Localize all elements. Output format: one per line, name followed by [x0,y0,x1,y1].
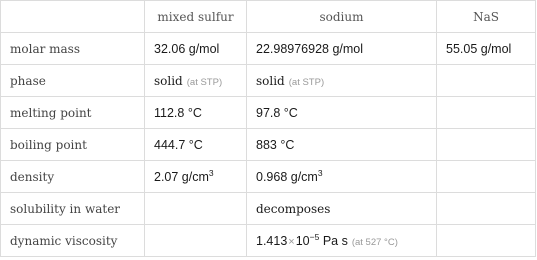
cell-text: 883 °C [256,137,295,152]
cell-value [247,33,437,65]
times-sign: × [288,235,295,248]
condition-note: (at STP) [288,76,325,88]
cell-text: solid [154,73,183,88]
header-sodium: sodium [247,1,437,33]
cell-value [145,129,247,161]
row-label: molar mass [1,33,145,65]
cell-value [247,193,437,225]
cell-text: 32.06 g/mol [154,41,220,56]
cell-text: 0.968 g/cm [256,169,318,184]
condition-note: (at 527 °C) [351,236,398,248]
table-row-dynamic-viscosity [1,225,536,257]
row-label: boiling point [1,129,145,161]
exponent: −5 [309,231,320,242]
header-corner-cell [1,1,145,33]
cell-value [247,225,437,257]
condition-note: (at STP) [186,76,223,88]
table-row-boiling-point [1,129,536,161]
cell-value [145,65,247,97]
cell-value [437,193,536,225]
table-row-solubility [1,193,536,225]
cell-text: 112.8 °C [154,105,202,120]
table-row-phase [1,65,536,97]
table-row-density [1,161,536,193]
cell-value [145,97,247,129]
cell-value [145,193,247,225]
row-label: solubility in water [1,193,145,225]
cell-value [437,97,536,129]
cell-value [247,161,437,193]
cell-value [247,97,437,129]
cell-text: solid [256,73,285,88]
row-label: density [1,161,145,193]
row-label: phase [1,65,145,97]
cell-value [437,129,536,161]
header-row [1,1,536,33]
mantissa: 1.413 [256,233,288,248]
cell-text: 22.98976928 g/mol [256,41,364,56]
cell-value [247,65,437,97]
cell-text: 97.8 °C [256,105,298,120]
cell-value [437,33,536,65]
cell-value [437,65,536,97]
cell-text: 55.05 g/mol [446,41,512,56]
exponent-base: 10 [295,233,310,248]
table-row-melting-point [1,97,536,129]
cell-text: 2.07 g/cm [154,169,209,184]
superscript: 3 [208,167,214,178]
cell-value [437,161,536,193]
cell-text: 444.7 °C [154,137,203,152]
row-label: dynamic viscosity [1,225,145,257]
unit: Pa s [322,233,348,248]
cell-value [145,225,247,257]
cell-value [247,129,437,161]
superscript: 3 [317,167,323,178]
header-nas: NaS [437,1,536,33]
header-mixed-sulfur: mixed sulfur [145,1,247,33]
cell-value [145,33,247,65]
cell-text: decomposes [256,201,331,216]
table-row-molar-mass [1,33,536,65]
row-label: melting point [1,97,145,129]
cell-value [145,161,247,193]
cell-value [437,225,536,257]
